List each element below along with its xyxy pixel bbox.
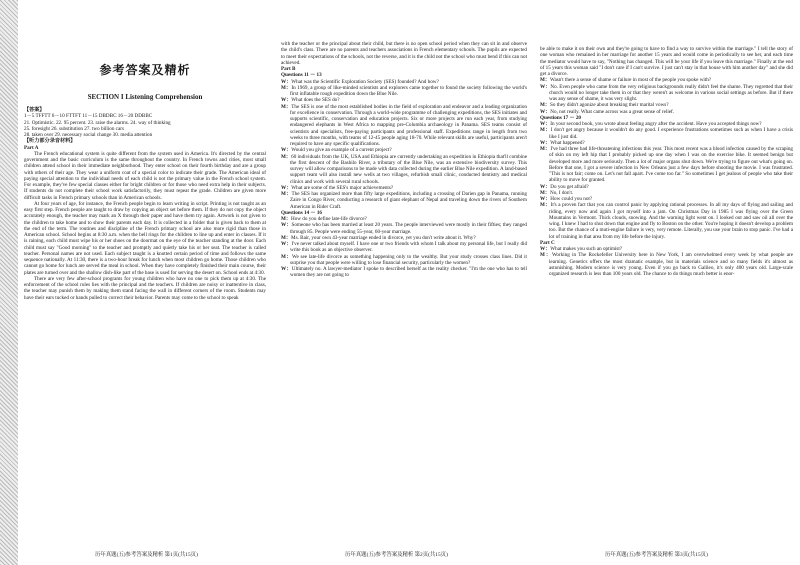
- speaker: M：: [281, 153, 292, 160]
- speaker: W：: [281, 241, 292, 247]
- speaker: M：: [540, 189, 550, 196]
- line-text: I've never talked about myself. I have one or two friends with whom I talk about my personal life, but I really did write this book as an objective observer.: [290, 241, 527, 254]
- part-b-heading: Part B: [281, 66, 296, 72]
- line-text: What does the SES do?: [291, 97, 340, 104]
- line-text: No, I don't.: [550, 189, 574, 196]
- answer-line: 21. Optimistic. 22. 95 percent. 23. raise the alarms. 24. way of thinking: [24, 119, 171, 126]
- part-c-heading: Part C: [540, 239, 555, 246]
- continued-text: with the teacher or the principal about their child, but there is no open school period when they can sit in and observe the child's class. There are no parents and teachers associations in French elementary schools. The pupils are expected to meet their expectations of the schools, not the reverse, and it is the child not the school who must bend if this can not achieved.: [281, 41, 527, 66]
- speaker: W：: [540, 139, 551, 146]
- answer-line: 25. foresight 26. substitution 27. two billion cars: [24, 125, 124, 132]
- analysis-label: 【听力部分录音材料】: [24, 138, 76, 145]
- dialogue-line: [281, 104, 527, 148]
- line-text: What makes you such an optimist?: [550, 246, 623, 252]
- speaker: M：: [540, 102, 550, 109]
- line-text: 60 individuals from the UK, USA and Ethiopia are currently undertaking an expedition in Ethiopia that'll combine the first descent of the Bashilo River, a tributary of the Blue Nile, was an extensive biodiversity survey. This survey will allow comparisons to be made with data collected during the earlier Blue Nile expedition. A land-based support team will also install new wells at two villages, refurbish small clinic, conducted dentistry and medical clinics and work with several rural schools.: [290, 153, 527, 185]
- dialogue-block: [281, 79, 527, 210]
- part-a-heading: Part A: [24, 144, 39, 151]
- speaker: M：: [281, 84, 292, 91]
- line-text: We see late-life divorce as something happening only to the wealthy. But your study crosses class lines. Did it surprise you that people were willing to lose financial security, particularly the women?: [290, 253, 527, 266]
- dialogue-block: [281, 216, 527, 279]
- speaker: M：: [281, 253, 292, 260]
- speaker: W：: [540, 246, 551, 252]
- speaker: W：: [281, 222, 292, 229]
- line-text: It's a proven fact that you can control panic by applying rational processes. In all my days of flying and sailing and riding, every now and again I got myself into a jam. On Christmas Day in 1985 I was flying over the Green Mountains in Vermont. Thick clouds, snowing. And the warning light went on. I looked out and saw oil all over the wing. I knew I had to shut down that engine and fly to Boston on the other. You're hoping it doesn't develop a problem too. But the chance of a muti-engine failure is very, very remote. Literally, you use your brain to stop panic. I've had a lot of training in that area from my life before the injury.: [549, 202, 793, 240]
- dialogue-line: [540, 127, 793, 140]
- page-1-column: [24, 0, 266, 565]
- dialogue-block: [540, 77, 793, 115]
- speaker: W：: [540, 121, 551, 127]
- line-text: The SES is one of the most established bodies in the field of exploration and endeavor and a leading organization for excellence in conservation. Through a world-wide programme of challenging expeditions, the SES initiates and supports scientific, conservation and education projects. Six or more projects are run each year, from studying endangered elephants in West Africa to mapping pre-Columbia archaeology in Panama. SES teams consist of scientists and specialists, free-paying participants and professional staff. Expeditions range in length from two weeks to three months, with teams of 12-45 people aging 18-70. While relevant skills are useful, participants aren't required to have any specific qualifications.: [290, 103, 527, 147]
- line-text: Ultimately no. A lawyer-mediator I spoke to described herself as the reality checker. "I'm the one who has to tell women they are not going to: [290, 266, 527, 279]
- speaker: W：: [281, 184, 292, 191]
- continued-text: be able to make it on their own and they're going to have to find a way to survive within the marriage." I tell the story of one woman who remained in her marriage for another 15 years and would come in periodically to see her, and each time the mediator would have to say, "Nothing has changed. This will be your life if you leave this marriage." Finally at the end of 15 years this woman said "I don't care if I can't survive. I just can't stay in that house with him another day" and she did get a divorce.: [540, 46, 793, 77]
- page-footer: 历年真题(五)参考答案及精析 第2页(共15页): [345, 552, 448, 558]
- line-text: How could you not?: [550, 196, 593, 202]
- speaker: M：: [540, 202, 551, 209]
- dialogue-block: [540, 121, 793, 240]
- dialogue-line: [281, 266, 527, 279]
- speaker: W：: [281, 147, 292, 154]
- answer-label: 【答案】: [24, 107, 45, 113]
- dialogue-block: [540, 246, 793, 277]
- passage-paragraph: The French educational system is quite different from the system used in America. It's directed by the central government and the basic curriculum is the same throughout the country. In French towns and cities, most small children attend school in their immediate neighborhood. They enter school on their fourth birthday and are a group with others of their age. They wear a uniform coat of a special color to indicate their grade. The American ideal of paying special attention to the individual needs of each child is not the primary value in the French school system. For example, they've few special classes either for bright children or for those who need extra help in their subjects. If students do not complete their school work satisfactorily, they must repeat the grade. Children are given more difficult tasks in French primary schools than in American schools.: [24, 150, 266, 201]
- speaker: W：: [540, 108, 551, 115]
- speaker: M：: [281, 234, 291, 241]
- line-text: So they didn't agonize about breaking their marital vows?: [550, 102, 669, 109]
- line-text: No. Even people who came from the very religious backgrounds really didn't feel the shame. They regretted that their church would no longer take them in or that they weren't as welcome in various social settings as before. But if there was any sense of shame, it was very slight.: [549, 83, 793, 102]
- line-text: How do you define late-life divorce?: [291, 216, 367, 222]
- dialogue-line: [540, 146, 793, 184]
- line-text: What was the Scientific Exploration Society (SES) founded? And how?: [291, 78, 439, 85]
- line-text: What happened?: [550, 139, 585, 146]
- dialogue-line: [281, 222, 527, 235]
- speaker: W：: [540, 83, 551, 90]
- line-text: In 1969, a group of like-minded scientists and explorers came together to found the society following the world's first inflatable rough expedition down the Blue Nile.: [290, 84, 527, 97]
- answer-line: 28. taken over 29. necessary social change 30. media attention: [24, 132, 153, 138]
- line-text: In your second book, you wrote about feeling angry after the accident. Have you accepted things now?: [550, 121, 762, 127]
- line-text: Wasn't there a sense of shame or failure in most of the people you spoke with?: [550, 77, 712, 84]
- dialogue-line: [281, 154, 527, 185]
- dialogue-line: [281, 254, 527, 267]
- speaker: W：: [281, 97, 292, 104]
- line-text: The SES has organized more than fifty large expeditions, including a crossing of Darien gap in Panama, running Zaire in Congo River, conducting a research of giant elephant of Nepal and traveling down the rivers of Southern American in Rider Craft.: [290, 191, 527, 210]
- line-text: Do you get afraid?: [550, 183, 589, 190]
- dialogue-line: [281, 85, 527, 98]
- passage-paragraph: There are very few after-school programs for young children who have no one to pick them up at 4:30. The enforcement of the school rules lies with the principal and the teachers. If children are noisy or inattentive in class, the teacher may punish them by making them stand facing the wall in different corners of the room. Students may have their ears tucked or hands pulled to correct their behavior. Parents may come to the school to speak: [24, 275, 266, 301]
- speaker: M：: [281, 103, 292, 110]
- line-text: I've had three bad life-threatening infections this year. This most recent was a blood infection caused by the scraping of skin on my left hip that I probably picked up one day when I was on the exercise bike. It seemed benign but developed more and more seriously. Then a lot of major organs shut down. We're trying to figure out what's going on. Before that one, I got a severe infection in New Orleans just a few days before shooting the movie. I was frustrated. "This is not fair; come on. Let's not fall apart. I've come too far." So sometimes I get jealous of people who take their ability to move for granted.: [549, 146, 793, 184]
- dialogue-line: [281, 241, 527, 254]
- line-text: Someone who has been married at least 20 years. The people interviewed were mostly in their fifties; they ranged through 85. People were ending 55-year, 60-year marriage.: [290, 222, 527, 235]
- page-footer: 历年真题(五)参考答案及精析 第1页(共15页): [95, 552, 198, 558]
- speaker: W：: [281, 78, 292, 85]
- speaker: M：: [281, 191, 292, 197]
- passage-paragraph: At four years of age, for instance, the French people begin to learn writing in script. Printing is not taught as an easy first step. French people are taught to draw by copying an object set before them. If they do not copy the object accurately enough, the teacher may mark an X through their paper and have them try again. Artwork is not given to the children to take home and to show their parents each day. It is collected in a folder that is given back to them at the end of the term. The routines and discipline of the French primary school are also more rigid than those in American school. School begins at 8:30 a.m. when the bell rings for the children to line up and enter in classes. If it is raining, each child must wipe his or her shoes on the doormat on the eye of the teacher standing at the door. Each child must say "Good morning" to the teacher and promptly and quietly take his or her seat. The teacher is called teacher. Personal names are not used. Each subject taught is a knotted certain period of time and follows the same sequence nationally. At 11:30, there is a two-hour break for lunch when most children go home. Those children who cannot go home for lunch are served the meal in school. When they have completely finished their main course, their plates are turned over and the shallow dish-like part of the base is used for serving the desert on. School ends at 4:30.: [24, 200, 266, 276]
- questions-heading: Questions 14 － 16: [281, 209, 322, 216]
- line-text: Ms. Bair, your own 43-year marriage ended in divorce, yet you don't write about it. Why?: [291, 234, 476, 241]
- dialogue-line: [540, 252, 793, 277]
- page-2-column: [281, 0, 527, 565]
- line-text: Working in The Rockefeller University here in New York, I am overwhelmed every week by what people are learning. Genetics offers the most dramatic example, but in materials science and so many fields it's almost as astonishing. Modern science is very young. Even if you go back to Galileo, it's only 400 years old. Large-scale organized research is less than 100 years old. The chance to do things much better is enor-: [549, 252, 793, 277]
- speaker: M：: [540, 127, 551, 134]
- doc-title: 参考答案及精析: [99, 63, 191, 77]
- line-text: I don't get angry because it wouldn't do any good. I experience frustrations sometimes such as when I have a crisis like I just did.: [549, 127, 793, 140]
- dialogue-line: [281, 191, 527, 210]
- questions-heading: Questions 17 － 20: [540, 114, 581, 121]
- speaker: M：: [540, 77, 550, 84]
- section-heading: SECTION I Listening Comprehension: [87, 93, 203, 101]
- page-footer: 历年真题(五)参考答案及精析 第3页(共15页): [605, 552, 708, 558]
- speaker: W：: [540, 183, 551, 190]
- speaker: W：: [540, 196, 551, 202]
- speaker: M：: [281, 216, 291, 222]
- speaker: M：: [540, 252, 552, 259]
- page-3-column: [540, 0, 793, 565]
- binding-margin: [0, 0, 18, 565]
- speaker: M：: [540, 146, 551, 152]
- questions-heading: Questions 11 － 13: [281, 72, 322, 79]
- line-text: What are some of the SES's major achievements?: [291, 184, 394, 191]
- answer-line: 1－5 TFFTT 6－10 FTTFT 11－15 DBDBC 16－20 DDBBC: [24, 113, 153, 120]
- dialogue-line: [540, 84, 793, 103]
- line-text: No, not really. What came across was a great sense of relief.: [550, 108, 675, 115]
- dialogue-line: [540, 202, 793, 240]
- line-text: Would you give an example of a current project?: [291, 147, 392, 154]
- speaker: W：: [281, 266, 292, 272]
